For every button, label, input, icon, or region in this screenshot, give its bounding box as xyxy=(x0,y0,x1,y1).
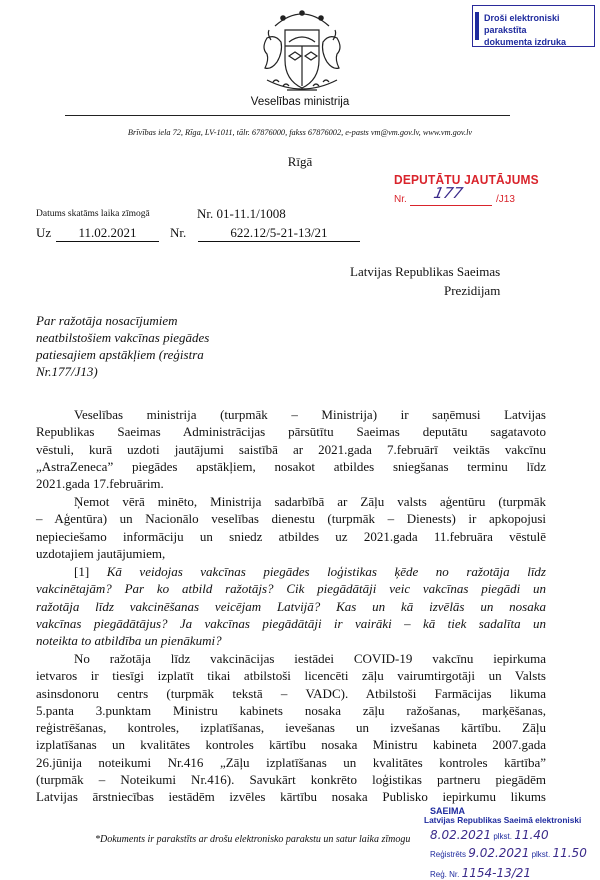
body-line: asinsdonoru centrs (turpmāk tekstā – VADC). Atbilstoši Farmācijas likuma xyxy=(36,685,546,701)
ministry-address: Brīvības iela 72, Rīga, LV-1011, tālr. 67876000, fakss 67876002, e-pasts vm@vm.gov.lv, www.vm.gov.lv xyxy=(127,128,473,137)
body-line: „AstraZeneca” piegādes apstākļiem, nosakot atbildes sniegšanas terminu līdz xyxy=(36,458,546,474)
deputy-question-number: 177 xyxy=(432,184,465,202)
question-text: noteikta to atbildība un pienākumi? xyxy=(36,633,222,649)
body-line: (turpmāk – Noteikumi Nr.416). Savukārt konkrēto loģistikas partneru piegādēm xyxy=(36,772,546,788)
question-line xyxy=(36,598,546,615)
receipt-row-regnr xyxy=(430,866,531,880)
esign-line-2: dokumenta izdruka xyxy=(484,37,567,47)
question-number: [1] xyxy=(74,564,90,579)
body-line: ietvaros ir tiesīgi izplatīt tikai atbilstoši licencēti zāļu vairumtirgotāji un Valsts xyxy=(36,668,546,684)
addressee-line-2: Prezidijam xyxy=(444,283,501,298)
body-paragraph-2 xyxy=(36,493,546,562)
document-number: Nr. 01-11.1/1008 xyxy=(197,206,286,221)
receipt-row-registered xyxy=(430,846,587,860)
receipt-regnr-value: 1154-13/21 xyxy=(461,866,532,880)
receipt-subtitle: Latvijas Republikas Saeimā elektroniski xyxy=(424,815,582,825)
body-line: 5.panta 3.punktam Ministru kabinets nosaka zāļu ražošanas, marķēšanas, xyxy=(36,702,546,718)
receipt-received-date: 8.02.2021 xyxy=(430,828,492,842)
subject-line: Nr.177/J13) xyxy=(36,364,98,379)
subject-line: patiesajiem apstākļiem (reģistra xyxy=(36,347,204,362)
question-paragraph-1 xyxy=(36,563,546,649)
deputy-question-stamp-line xyxy=(410,205,492,206)
receipt-time-label: plkst. xyxy=(493,832,512,841)
receipt-registered-time: 11.50 xyxy=(552,846,587,860)
addressee-line-1: Latvijas Republikas Saeimas xyxy=(350,264,501,279)
body-line: Ņemot vērā minēto, Ministrija sadarbībā ar Zāļu valsts aģentūru (turpmāk xyxy=(74,494,546,509)
body-line: 26.jūnija noteikumi Nr.416 „Zāļu izplatīšanas un kvalitātes kontroles kārtība” xyxy=(36,754,546,770)
receipt-registered-date: 9.02.2021 xyxy=(468,846,530,860)
question-text: vakcinētajām? Par ko atbild ražotājs? Cik piegādātāji veic vakcīnas piegādi un xyxy=(36,581,546,597)
body-line: Republikas Saeimas Administrācijas pārsūtītu Saeimas deputātu sagatavoto xyxy=(36,424,546,440)
question-text: ražotāja līdz vakcinēšanas veicējam Latvijā? Kas un kā izvēlās un nosaka xyxy=(36,598,546,614)
saeima-receipt-stamp xyxy=(424,806,600,880)
body-line: 2021.gada 17.februārim. xyxy=(36,476,164,492)
coat-of-arms-icon xyxy=(247,8,357,94)
footnote: *Dokuments ir parakstīts ar drošu elektronisko parakstu un satur laika zīmogu xyxy=(95,834,411,845)
body-line: nepieciešamo informāciju un sniedz atbildes uz 2021.gada 11.februāra vēstulē xyxy=(36,528,546,544)
reply-to-nr-label: Nr. xyxy=(170,225,187,240)
body-line: – Aģentūra) un Nacionālo veselības dienestu (turpmāk – Dienests) ir apkopojusi xyxy=(36,511,546,527)
reply-to-number: 622.12/5-21-13/21 xyxy=(198,225,360,242)
answer-paragraph-1 xyxy=(36,650,546,806)
reply-to-label: Uz xyxy=(36,225,52,240)
question-line xyxy=(36,580,546,597)
deputy-question-stamp-nr-label: Nr. xyxy=(394,194,407,205)
place-of-issue: Rīgā xyxy=(287,154,313,169)
esign-bar xyxy=(475,12,479,40)
receipt-registered-label: Reģistrēts xyxy=(430,850,467,859)
question-line xyxy=(36,563,546,580)
receipt-time-label: plkst. xyxy=(531,850,551,859)
ministry-name: Veselības ministrija xyxy=(250,96,350,108)
body-line: vēstuli, kurā uzdoti jautājumi saistībā ar 2021.gada 7.februārī veiktās vakcīnu xyxy=(36,441,546,457)
body-line: Veselības ministrija (turpmāk – Ministrija) ir saņēmusi Latvijas xyxy=(74,407,546,422)
question-line xyxy=(36,632,546,649)
body-line: Latvijas ārstniecības iestādēm izvēles kārtību nosaka Publisko iepirkumu likums xyxy=(36,789,546,805)
esign-notice-box xyxy=(472,5,595,47)
esign-line-1: Droši elektroniski parakstīta xyxy=(484,13,560,35)
subject-line: Par ražotāja nosacījumiem xyxy=(36,313,178,328)
addressee xyxy=(350,262,500,300)
question-text: vakcīnas piegādātājus? Ja vakcīnas piegādātāji ir vairāki – kā tiek sadalīta un xyxy=(36,615,546,631)
date-note: Datums skatāms laika zīmogā xyxy=(36,209,150,219)
body-line: izplatīšanas un kvalitātes kontroles kārtību nosaka Ministru kabineta 2007.gada xyxy=(36,737,546,753)
reply-to-date: 11.02.2021 xyxy=(56,225,159,242)
question-text: Kā veidojas vakcīnas piegādes loģistikas ķēde no ražotāja līdz xyxy=(106,564,546,579)
letter-subject xyxy=(36,312,286,380)
body-paragraph-1 xyxy=(36,406,546,492)
deputy-question-stamp-title: DEPUTĀTU JAUTĀJUMS xyxy=(394,172,539,187)
body-line: uzdotajiem jautājumiem, xyxy=(36,545,166,561)
header-divider xyxy=(65,115,510,116)
body-line: reģistrēšanas, kontroles, izplatīšanas, ievešanas un izvešanas kārtību. Zāļu xyxy=(36,720,546,736)
receipt-title: SAEIMA xyxy=(430,806,466,816)
receipt-regnr-label: Reģ. Nr. xyxy=(430,870,460,879)
subject-line: neatbilstošiem vakcīnas piegādes xyxy=(36,330,210,345)
receipt-received-time: 11.40 xyxy=(514,828,549,842)
body-line: No ražotāja līdz vakcinācijas iestādei COVID-19 vakcīnu iepirkuma xyxy=(74,651,546,666)
receipt-row-received xyxy=(430,828,549,842)
question-line xyxy=(36,615,546,632)
deputy-question-suffix: /J13 xyxy=(496,194,515,205)
